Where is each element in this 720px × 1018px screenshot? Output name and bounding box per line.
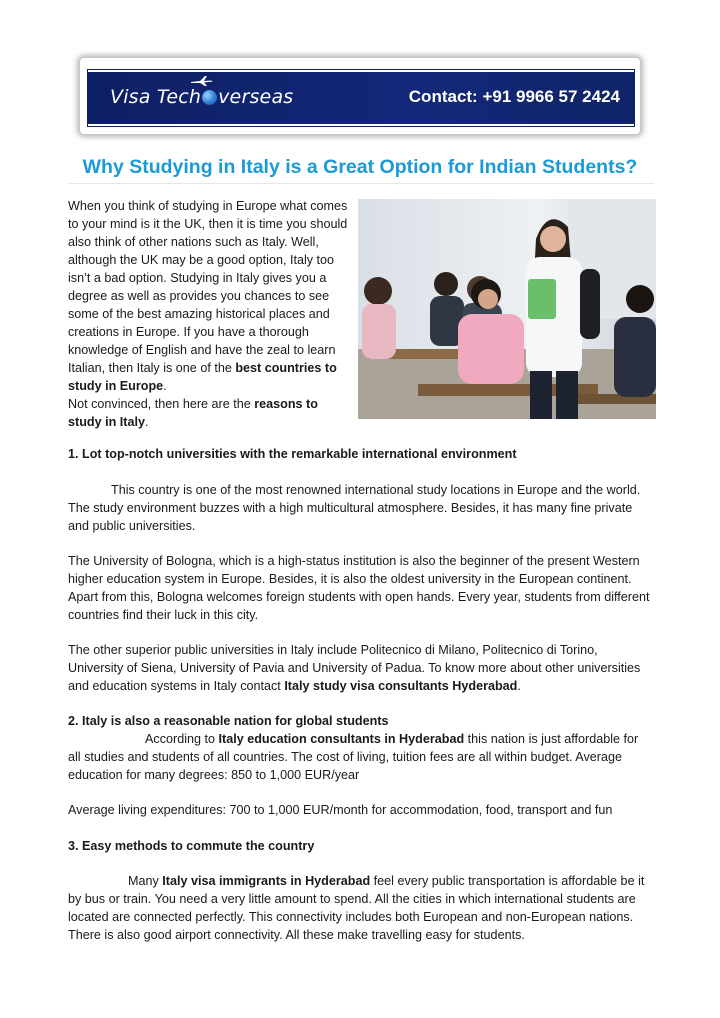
intro-bold-link-text: best countries to study in Europe: [68, 361, 337, 393]
section3-paragraph-1-pre: Many: [128, 874, 163, 888]
globe-icon: [202, 90, 217, 105]
intro-text-2: Not convinced, then here are the: [68, 397, 255, 411]
intro-paragraph: [68, 197, 350, 431]
section3-paragraph-1-text: feel every public transportation is affordable be it by bus or train. You need a very little amount to spend. All the cities in which international students are located are connected perfectly. This connectivity includes both European and non-European nations. There is also good airport connectivity. All these make travelling easy for students.: [68, 874, 645, 942]
section2-paragraph-1: [68, 730, 654, 784]
intro-text: When you think of studying in Europe what comes to your mind is it the UK, then it is time you should also think of other nations such as Italy. Well, although the UK may be a good option, Italy too isn’t a bad option. Studying in Italy gives you a degree as well as provides you chances to see some of the best amazing historical places and creations in Europe. If you have a thorough knowledge of English and have the zeal to learn Italian, then Italy is one of the: [68, 199, 348, 375]
section1-paragraph-3: [68, 641, 654, 695]
section2-paragraph-2: Average living expenditures: 700 to 1,000 EUR/month for accommodation, food, transport and fun: [68, 803, 613, 817]
company-logo: [110, 86, 293, 108]
section1-heading: 1. Lot top-notch universities with the remarkable international environment: [68, 447, 517, 461]
section1-paragraph-3-bold: Italy study visa consultants Hyderabad: [284, 679, 518, 693]
airplane-icon: [191, 76, 213, 86]
intro-text-2-end: .: [144, 415, 149, 429]
section3-paragraph-1-bold: Italy visa immigrants in Hyderabad: [162, 874, 371, 888]
section3-paragraph-1: [68, 872, 654, 944]
intro-bold-2: reasons to study in Italy: [68, 397, 318, 429]
section2-paragraph-1-pre: According to: [145, 732, 219, 746]
intro-text-end: .: [163, 379, 167, 393]
students-classroom-photo: [358, 199, 656, 419]
section2-heading: 2. Italy is also a reasonable nation for global students: [68, 714, 389, 728]
logo-text-left: Visa Tech: [110, 86, 202, 108]
section1-paragraph-3-text: The other superior public universities in Italy include Politecnico di Milano, Politecnico di Torino, University of Siena, University of Pavia and University of Padua. To know more about other universities and education systems in Italy contact: [68, 643, 641, 693]
section1-paragraph-1-text: This country is one of the most renowned international study locations in Europe and the world. The study environment buzzes with a high multicultural atmosphere. Besides, it has many fine private and public universities.: [68, 483, 641, 533]
header-banner: [88, 70, 634, 126]
section3-heading: 3. Easy methods to commute the country: [68, 839, 315, 853]
page-title: Why Studying in Italy is a Great Option for Indian Students?: [82, 156, 638, 178]
section1-paragraph-2: The University of Bologna, which is a high-status institution is also the beginner of the present Western higher education system in Europe. Besides, it is also the oldest university in the European continent. Apart from this, Bologna welcomes foreign students with open hands. Every year, students from different countries find their luck in this city.: [68, 554, 650, 622]
logo-text-right: verseas: [218, 86, 294, 108]
section1-paragraph-3-end: .: [517, 679, 521, 693]
title-divider: [68, 183, 654, 184]
section2-paragraph-1-bold: Italy education consultants in Hyderabad: [218, 732, 465, 746]
contact-number: Contact: +91 9966 57 2424: [408, 87, 620, 106]
section2-paragraph-1-text: this nation is just affordable for all studies and students of all countries. The cost of living, tuition fees are all within budget. Average education for many degrees: 850 to 1,000 EUR/year: [68, 732, 639, 782]
section1-paragraph-1: [68, 481, 654, 535]
